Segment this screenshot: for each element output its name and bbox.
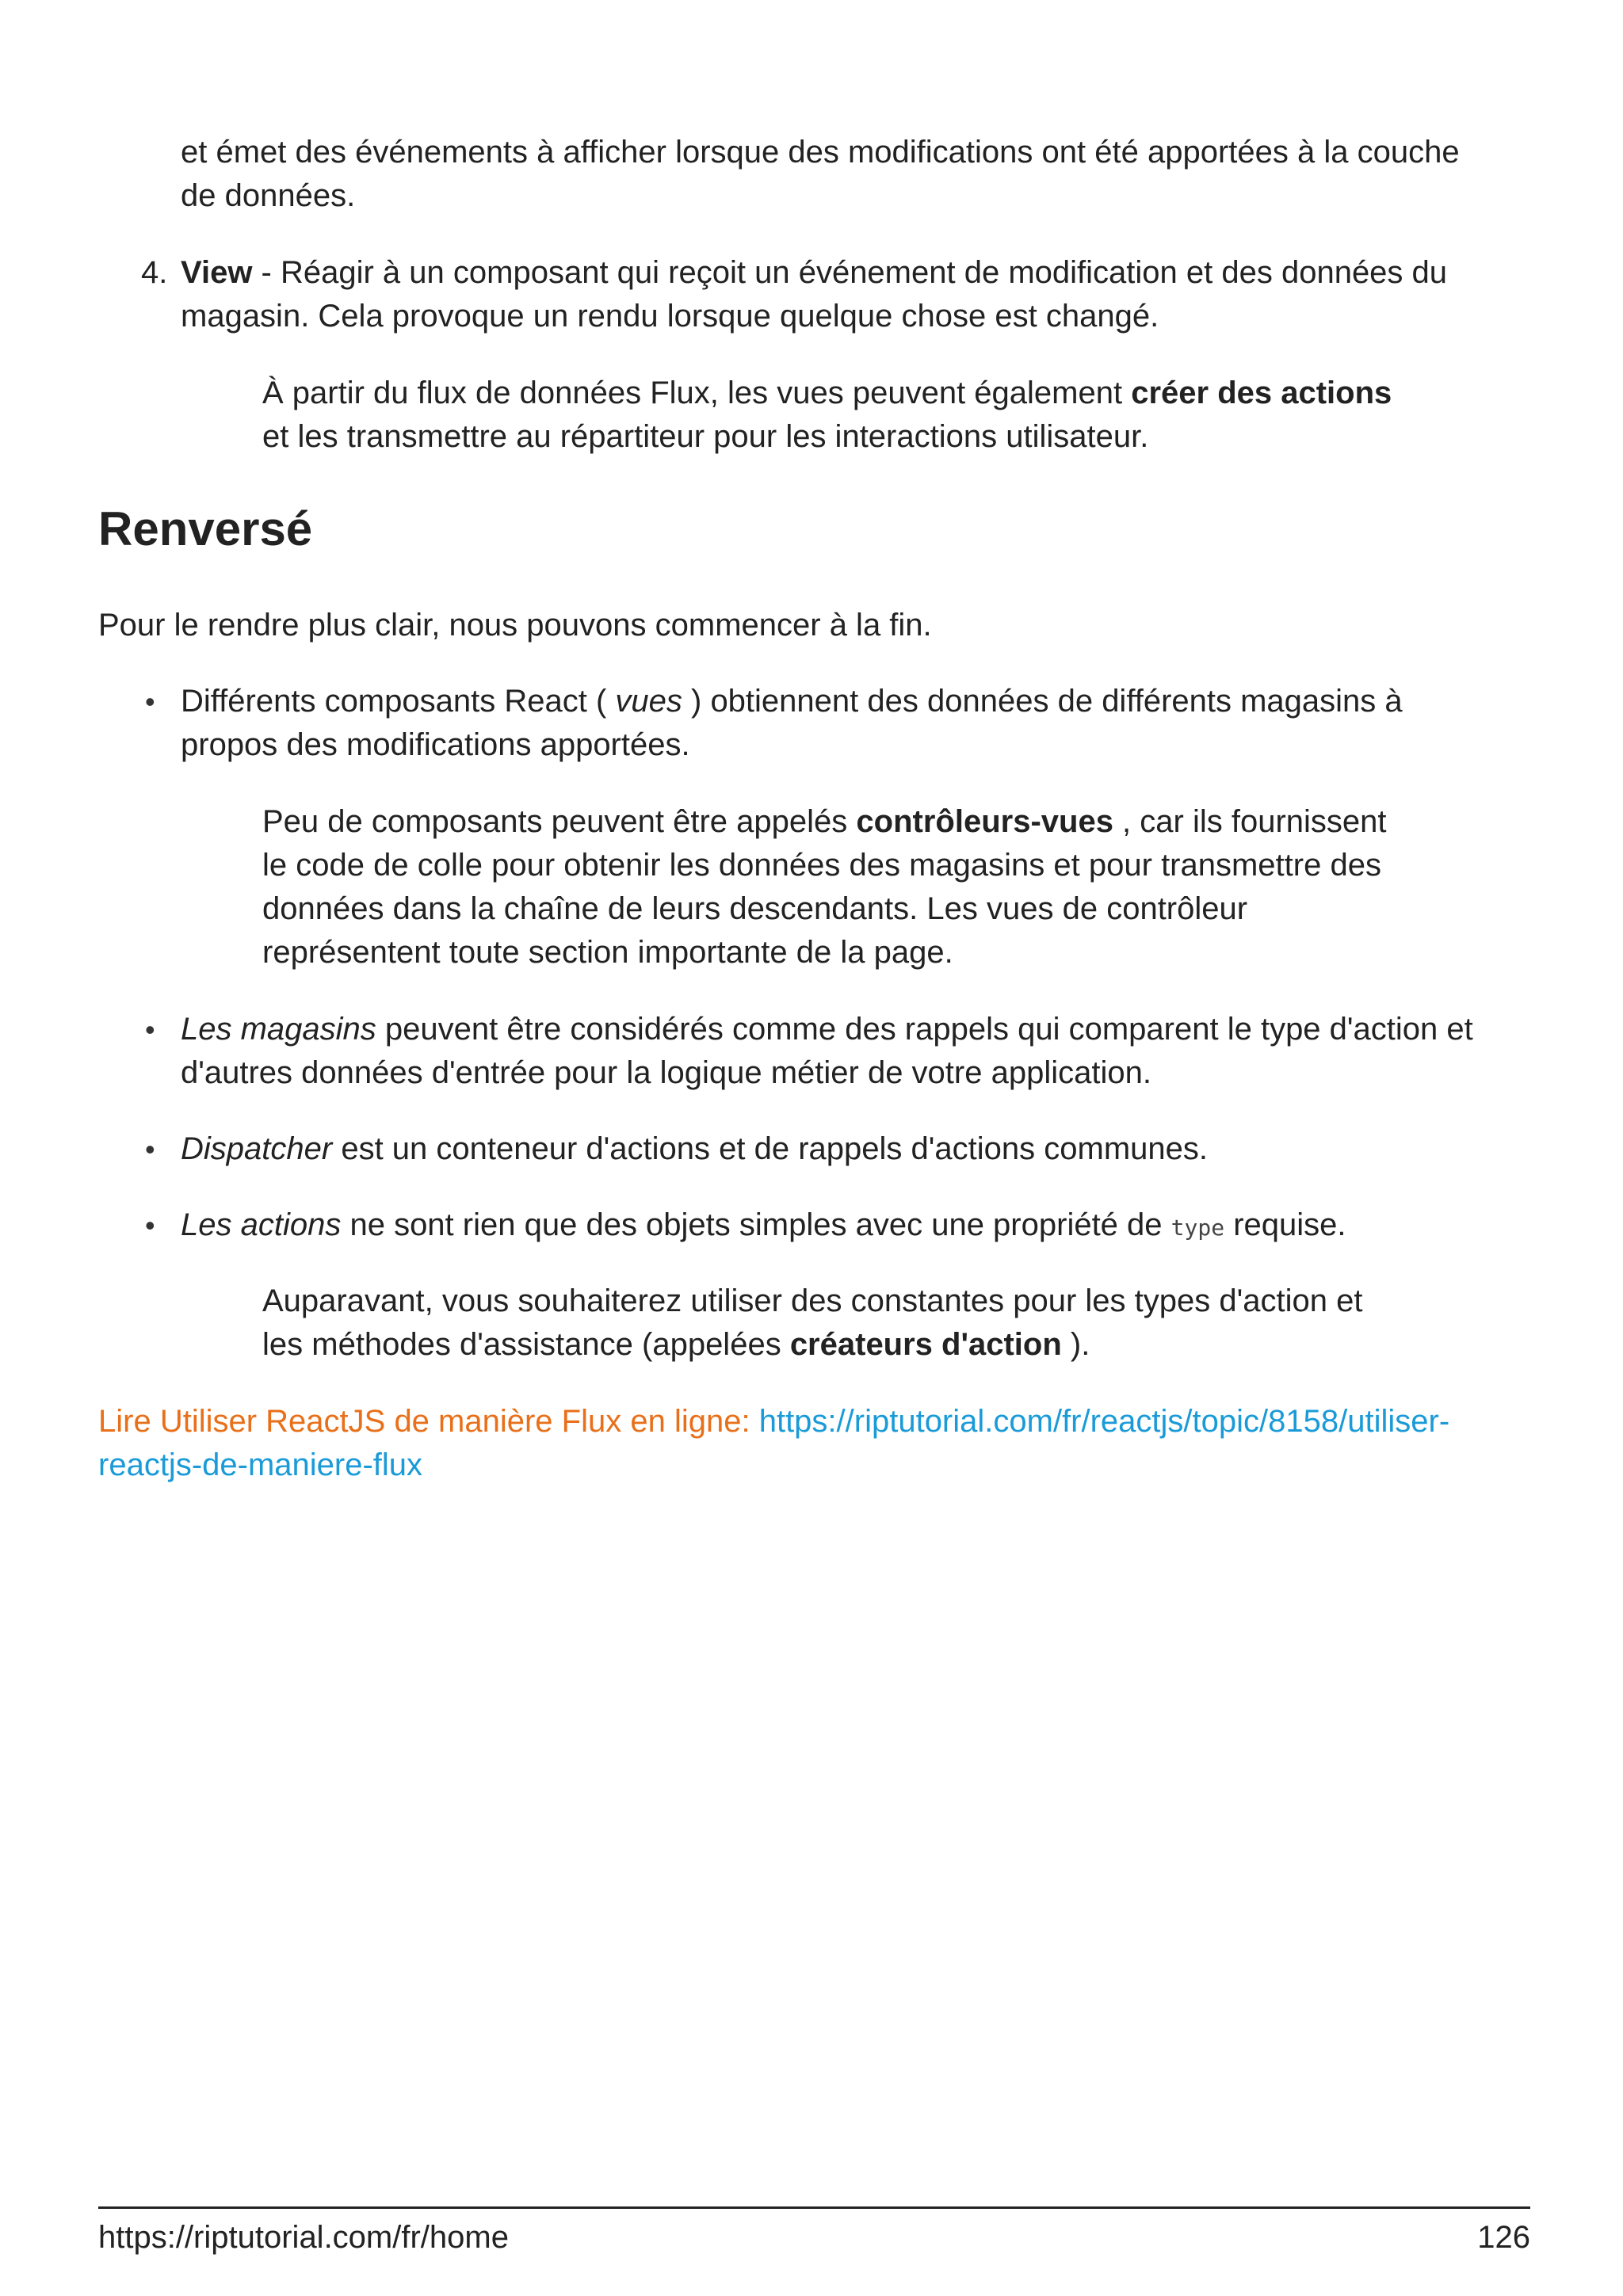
italic-term: Les magasins <box>181 1012 376 1047</box>
read-online-paragraph <box>98 1400 1525 1487</box>
text-line: de données. <box>181 178 356 213</box>
inline-code: type <box>1170 1215 1225 1241</box>
text-line: représentent toute section importante de la page. <box>262 935 953 970</box>
text-line: et les transmettre au répartiteur pour les interactions utilisateur. <box>262 419 1149 454</box>
text-span: Différents composants React ( <box>181 684 616 719</box>
bullet-marker: • <box>145 1209 155 1241</box>
text-line: magasin. Cela provoque un rendu lorsque quelque chose est changé. <box>181 299 1159 334</box>
text-line: d'autres données d'entrée pour la logique métier de votre application. <box>181 1055 1151 1090</box>
footer-divider <box>98 2206 1530 2209</box>
section-heading: Renversé <box>98 502 313 555</box>
bullet-marker: • <box>145 1013 155 1046</box>
term-view: View <box>181 255 253 290</box>
controller-views-note <box>262 800 1467 974</box>
text-line: À partir du flux de données Flux, les vues peuvent également <box>262 376 1132 410</box>
text-span: est un conteneur d'actions et de rappels d'actions communes. <box>332 1131 1209 1166</box>
bullet-item-dispatcher <box>181 1127 1528 1171</box>
text-line: propos des modifications apportées. <box>181 727 690 762</box>
text-span: ). <box>1061 1327 1090 1362</box>
read-online-label: Lire Utiliser ReactJS de manière Flux en ligne: <box>98 1404 759 1439</box>
bold-phrase: créateurs d'action <box>789 1327 1062 1362</box>
text-span: , car ils fournissent <box>1113 804 1387 839</box>
text-line: Auparavant, vous souhaiterez utiliser des constantes pour les types d'action et <box>262 1283 1363 1318</box>
italic-term: Les actions <box>181 1207 342 1242</box>
page-number: 126 <box>1477 2220 1530 2255</box>
bullet-item-views <box>181 680 1528 767</box>
text-span: ) obtiennent des données de différents magasins à <box>682 684 1403 719</box>
text-line: données dans la chaîne de leurs descendants. Les vues de contrôleur <box>262 891 1248 926</box>
italic-term: vues <box>615 684 682 719</box>
view-note-paragraph <box>262 372 1467 459</box>
text-span: ne sont rien que des objets simples avec une propriété de <box>341 1207 1171 1242</box>
text-line: - Réagir à un composant qui reçoit un événement de modification et des données du <box>252 255 1448 290</box>
bold-phrase: contrôleurs-vues <box>856 804 1113 839</box>
bullet-item-actions <box>181 1203 1528 1249</box>
action-creators-note <box>262 1280 1467 1367</box>
text-line: le code de colle pour obtenir les données des magasins et pour transmettre des <box>262 848 1381 883</box>
intro-paragraph: Pour le rendre plus clair, nous pouvons commencer à la fin. <box>98 608 932 643</box>
read-online-link[interactable]: reactjs-de-maniere-flux <box>98 1447 423 1482</box>
list-item-3-continuation <box>181 131 1528 218</box>
list-item-view <box>181 251 1528 338</box>
bullet-marker: • <box>145 1133 155 1165</box>
text-span: les méthodes d'assistance (appelées <box>262 1327 790 1362</box>
bullet-marker: • <box>145 685 155 718</box>
text-span: peuvent être considérés comme des rappels qui comparent le type d'action et <box>376 1012 1473 1047</box>
italic-term: Dispatcher <box>181 1131 333 1166</box>
read-online-link[interactable]: https://riptutorial.com/fr/reactjs/topic/8158/utiliser- <box>758 1404 1450 1439</box>
bullet-item-stores <box>181 1008 1528 1095</box>
footer-url: https://riptutorial.com/fr/home <box>98 2220 509 2255</box>
text-line: et émet des événements à afficher lorsque des modifications ont été apportées à la couche <box>181 135 1460 170</box>
bold-phrase: créer des actions <box>1131 376 1392 410</box>
list-number: 4. <box>141 255 168 290</box>
text-span: requise. <box>1224 1207 1346 1242</box>
text-span: Peu de composants peuvent être appelés <box>262 804 857 839</box>
